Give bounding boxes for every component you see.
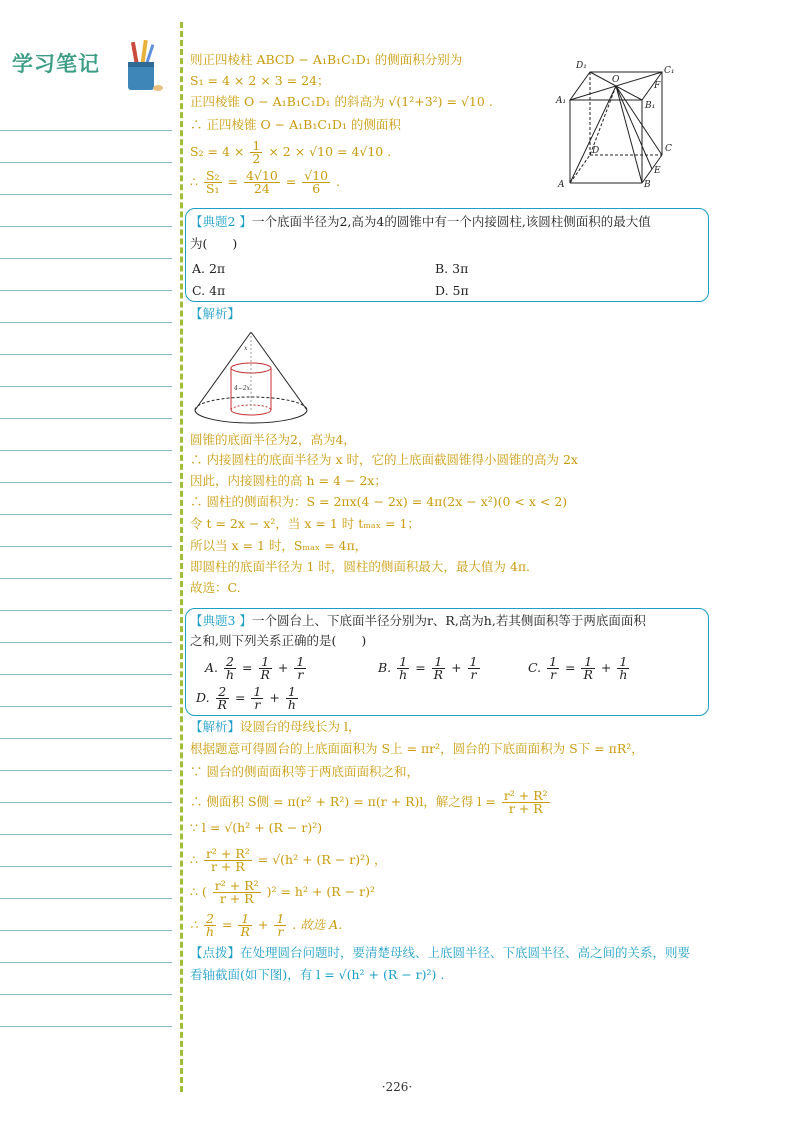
numerator: 1 — [238, 913, 251, 926]
vertex-label-F: F — [654, 81, 661, 91]
solution-line: 正四棱锥 O − A₁B₁C₁D₁ 的斜高为 √(1²+3²) = √10 . — [190, 94, 493, 109]
cone-cylinder-diagram — [190, 326, 312, 426]
denominator: r — [297, 667, 304, 682]
numerator: 1 — [259, 656, 272, 669]
numerator: 2 — [204, 913, 216, 926]
note-line — [0, 802, 172, 803]
note-line — [0, 546, 172, 547]
numerator: r² + R² — [214, 878, 259, 893]
formula-text: × 2 × √10 = 4√10 . — [268, 144, 392, 159]
solution-tag: 【解析】 — [190, 306, 241, 321]
fraction — [274, 913, 286, 938]
numerator: r² + R² — [205, 846, 250, 861]
note-line — [0, 162, 172, 163]
tip-text: 在处理圆台问题时，要清楚母线、上底圆半径、下底圆半径、高之间的关系，则要 — [240, 945, 691, 960]
solution-line — [190, 719, 361, 735]
operator: + — [451, 660, 462, 675]
solution-line: 令 t = 2x − x²，当 x = 1 时 tₘₐₓ = 1； — [190, 516, 420, 531]
denominator: r — [550, 667, 557, 682]
numerator: 1 — [296, 654, 305, 669]
vertex-label-B1: B₁ — [645, 101, 656, 111]
denominator: R — [217, 697, 227, 712]
numerator: 1 — [276, 911, 285, 926]
operator: + — [257, 917, 269, 932]
page-number: ·226· — [381, 1080, 413, 1094]
fraction — [581, 656, 594, 681]
vertex-label-C: C — [665, 144, 672, 154]
solution-tag: 【解析】 — [190, 719, 241, 734]
numerator: 2 — [216, 686, 229, 699]
denominator: r — [277, 924, 284, 939]
formula-text: = — [285, 174, 297, 189]
option-b[interactable] — [378, 656, 482, 681]
denominator: r + R — [219, 891, 254, 906]
formula-text: ∴ — [190, 852, 198, 867]
vertex-label-B: B — [644, 180, 651, 190]
fraction — [216, 686, 229, 711]
vertex-label-A: A — [558, 180, 565, 190]
option-b[interactable]: B. 3π — [435, 261, 469, 276]
formula-text: . 故选 A. — [292, 917, 343, 932]
denominator: R — [240, 924, 250, 939]
question-text: 一个底面半径为2,高为4的圆锥中有一个内接圆柱,该圆柱侧面积的最大值 — [251, 214, 651, 229]
operator: = — [565, 660, 576, 675]
fraction — [204, 913, 216, 938]
denominator: R — [433, 667, 444, 682]
operator: + — [600, 660, 612, 675]
cone-label-x: x — [244, 345, 248, 352]
note-line — [0, 962, 172, 963]
numerator: 1 — [252, 138, 261, 153]
denominator: h — [205, 924, 214, 939]
note-line — [0, 674, 172, 675]
solution-line — [190, 140, 391, 165]
operator: = — [242, 660, 253, 675]
denominator: S₁ — [205, 181, 220, 196]
note-line — [0, 738, 172, 739]
option-c[interactable]: C. 4π — [192, 283, 226, 298]
solution-line: 圆锥的底面半径为2，高为4， — [190, 432, 356, 447]
formula-text: . — [336, 174, 341, 189]
note-line — [0, 898, 172, 899]
formula-text: ∴ — [190, 174, 198, 189]
note-line — [0, 930, 172, 931]
note-line — [0, 322, 172, 323]
vertex-label-O: O — [612, 75, 620, 85]
formula-text: S₂ = 4 × — [190, 144, 245, 159]
note-line — [0, 418, 172, 419]
vertex-label-E: E — [654, 166, 661, 176]
denominator: R — [260, 667, 270, 682]
note-line — [0, 834, 172, 835]
numerator: 4√10 — [245, 168, 278, 183]
notes-title: 学习笔记 — [12, 52, 100, 76]
denominator: h — [619, 667, 628, 682]
fraction — [502, 790, 550, 815]
numerator: 1 — [469, 654, 478, 669]
option-letter: C. — [528, 660, 542, 675]
fraction — [213, 880, 261, 905]
fraction — [224, 656, 236, 681]
fraction — [250, 140, 262, 165]
fraction — [259, 656, 272, 681]
prism-pyramid-diagram — [550, 55, 690, 190]
note-line — [0, 258, 172, 259]
option-letter: A. — [205, 660, 219, 675]
question-text: 一个圆台上、下底面半径分别为r、R,高为h,若其侧面积等于两底面面积 — [251, 613, 646, 628]
solution-text: 设圆台的母线长为 l， — [240, 719, 361, 734]
formula-text: = √(h² + (R − r)²) ， — [257, 852, 387, 867]
denominator: h — [226, 667, 235, 682]
option-c[interactable] — [528, 656, 631, 681]
operator: + — [277, 660, 289, 675]
fraction — [204, 848, 252, 873]
note-line — [0, 770, 172, 771]
option-a[interactable]: A. 2π — [192, 261, 226, 276]
note-line — [0, 354, 172, 355]
tip-line: 看轴截面(如下图)，有 l = √(h² + (R − r)²) . — [190, 967, 445, 982]
fraction — [468, 656, 480, 681]
solution-line — [190, 790, 552, 815]
numerator: 1 — [617, 656, 629, 669]
vertex-label-C1: C₁ — [664, 66, 675, 76]
fraction — [432, 656, 445, 681]
solution-line: 故选：C. — [190, 580, 241, 595]
numerator: r² + R² — [503, 788, 548, 803]
note-line — [0, 290, 172, 291]
numerator: 1 — [253, 684, 262, 699]
denominator: r — [254, 697, 261, 712]
fraction — [238, 913, 251, 938]
denominator: r + R — [210, 859, 245, 874]
fraction — [302, 170, 330, 195]
numerator: 1 — [432, 656, 445, 669]
solution-line: ∴ 正四棱锥 O − A₁B₁C₁D₁ 的侧面积 — [190, 117, 401, 132]
denominator: 6 — [312, 181, 321, 196]
numerator: 1 — [581, 656, 594, 669]
cone-label-h: 4−2x — [234, 385, 251, 392]
note-line — [0, 994, 172, 995]
pencil-cup-icon — [120, 38, 164, 94]
note-line — [0, 866, 172, 867]
example-tag: 【典题3 】 — [190, 613, 252, 628]
note-line — [0, 482, 172, 483]
solution-line: ∴ 内接圆柱的底面半径为 x 时，它的上底面截圆锥得小圆锥的高为 2x — [190, 452, 578, 467]
fraction — [286, 686, 298, 711]
operator: = — [234, 690, 246, 705]
example-2-stem — [190, 214, 651, 230]
note-line — [0, 1026, 172, 1027]
option-letter: B. — [378, 660, 392, 675]
option-d[interactable] — [196, 686, 300, 711]
solution-line: S₁ = 4 × 2 × 3 = 24； — [190, 73, 330, 88]
example-3-stem — [190, 613, 646, 629]
formula-text: = — [227, 174, 238, 189]
note-line — [0, 130, 172, 131]
solution-line: ∵ l = √(h² + (R − r)²) — [190, 820, 323, 835]
note-line — [0, 514, 172, 515]
numerator: 1 — [549, 654, 558, 669]
numerator: 1 — [397, 656, 409, 669]
denominator: R — [583, 667, 593, 682]
formula-text: )² = h² + (R − r)² — [266, 884, 375, 899]
example-tag: 【典题2 】 — [190, 214, 252, 229]
fraction — [397, 656, 409, 681]
note-line — [0, 386, 172, 387]
note-line — [0, 226, 172, 227]
solution-line — [190, 913, 342, 938]
tip-tag: 【点拨】 — [190, 945, 241, 960]
note-line — [0, 194, 172, 195]
solution-line: 即圆柱的底面半径为 1 时，圆柱的侧面积最大，最大值为 4π. — [190, 559, 531, 574]
numerator: S₂ — [205, 168, 220, 183]
option-a[interactable] — [205, 656, 308, 681]
denominator: r + R — [508, 801, 543, 816]
solution-line: 则正四棱柱 ABCD − A₁B₁C₁D₁ 的侧面积分别为 — [190, 52, 463, 67]
solution-line — [190, 880, 375, 905]
option-d[interactable]: D. 5π — [435, 283, 469, 298]
vertex-label-D: D — [592, 146, 600, 156]
note-line — [0, 706, 172, 707]
solution-line: ∵ 圆台的侧面面积等于两底面面积之和， — [190, 764, 419, 779]
fraction — [244, 170, 280, 195]
solution-line: 因此，内接圆柱的高 h = 4 − 2x； — [190, 473, 387, 488]
formula-text: ∴ — [190, 917, 198, 932]
note-line — [0, 578, 172, 579]
fraction — [204, 170, 222, 195]
vertex-label-D1: D₁ — [576, 61, 587, 71]
solution-line: 根据题意可得圆台的上底面面积为 S上 = πr²，圆台的下底面面积为 S下 = πR²， — [190, 741, 644, 756]
numerator: √10 — [304, 168, 329, 183]
denominator: h — [399, 667, 408, 682]
solution-line — [190, 170, 340, 195]
operator: = — [221, 917, 233, 932]
operator: + — [269, 690, 280, 705]
vertex-label-A1: A₁ — [556, 96, 567, 106]
solution-line: ∴ 圆柱的侧面积为：S = 2πx(4 − 2x) = 4π(2x − x²)(0 < x < 2) — [190, 494, 568, 509]
note-line — [0, 450, 172, 451]
formula-text: ∴ ( — [190, 884, 207, 899]
margin-divider — [180, 22, 183, 1092]
formula-text: ∴ 侧面积 S侧 = π(r² + R²) = π(r + R)l，解之得 l = — [190, 794, 496, 809]
denominator: h — [287, 697, 296, 712]
numerator: 1 — [286, 686, 298, 699]
fraction — [251, 686, 263, 711]
example-2-stem: 为( ) — [190, 236, 238, 251]
operator: = — [415, 660, 426, 675]
denominator: r — [470, 667, 477, 682]
note-line — [0, 610, 172, 611]
example-3-stem: 之和,则下列关系正确的是( ) — [190, 633, 367, 648]
note-line — [0, 642, 172, 643]
denominator: 2 — [252, 151, 261, 166]
fraction — [294, 656, 306, 681]
fraction — [547, 656, 559, 681]
solution-line — [190, 848, 386, 873]
fraction — [617, 656, 629, 681]
tip-line — [190, 945, 690, 961]
numerator: 2 — [224, 656, 236, 669]
solution-line: 所以当 x = 1 时，Sₘₐₓ = 4π， — [190, 538, 368, 553]
option-letter: D. — [196, 690, 210, 705]
denominator: 24 — [253, 181, 270, 196]
